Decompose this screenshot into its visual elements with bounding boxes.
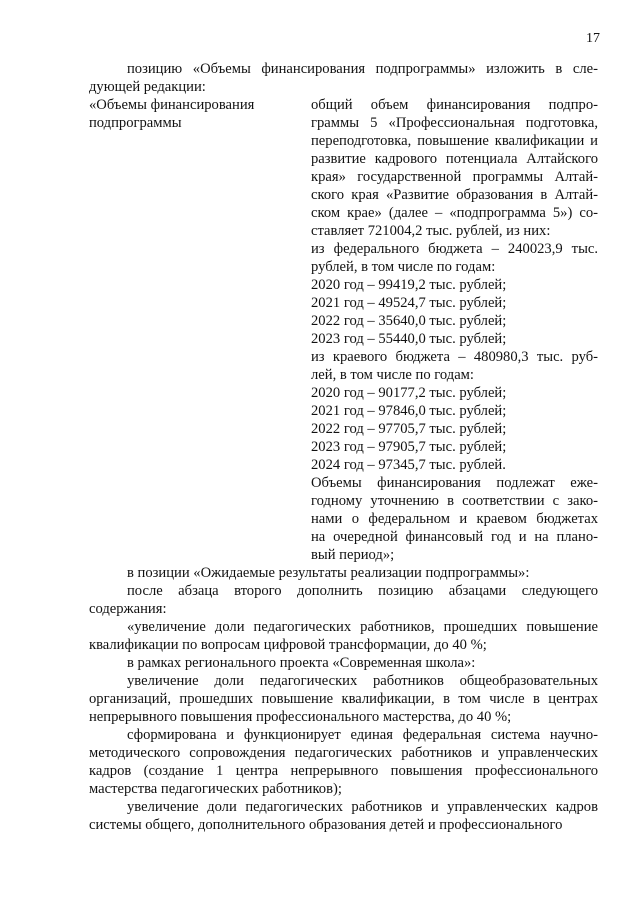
right-line: края» государственной программы Алтай- <box>311 169 598 185</box>
body-paragraph: сформирована и функционирует единая федеральная система научно-методического сопровождения педагогических работников и управленческих кадров (создание 1 центра непрерывного повышения профессионального мастерства педагогических работников); <box>89 727 598 797</box>
right-line: нами о федеральном и краевом бюджетах <box>311 511 598 527</box>
right-line: из федерального бюджета – 240023,9 тыс. <box>311 241 598 257</box>
left-line: подпрограммы <box>89 115 182 131</box>
right-line: вый период»; <box>311 547 395 563</box>
right-line: 2024 год – 97345,7 тыс. рублей. <box>311 457 506 473</box>
body-paragraph: «увеличение доли педагогических работников, прошедших повышение квалификации по вопросам цифровой трансформации, до 40 %; <box>89 619 598 653</box>
right-line: из краевого бюджета – 480980,3 тыс. руб- <box>311 349 598 365</box>
right-line: 2021 год – 49524,7 тыс. рублей; <box>311 295 507 311</box>
intro-line: позицию «Объемы финансирования подпрограммы» изложить в сле- <box>127 61 598 77</box>
document-body <box>89 60 598 834</box>
right-line: 2023 год – 55440,0 тыс. рублей; <box>311 331 507 347</box>
right-line: ского края «Развитие образования в Алтай- <box>311 187 598 203</box>
right-line: рублей, в том числе по годам: <box>311 259 496 275</box>
left-line: «Объемы финансирования <box>89 97 255 113</box>
body-paragraph: увеличение доли педагогических работников общеобразовательных организаций, прошедших повышение квалификации, в том числе в центрах непрерывного повышения профессионального мастерства, до 40 %; <box>89 673 598 725</box>
page-number: 17 <box>586 31 600 46</box>
right-line: 2020 год – 99419,2 тыс. рублей; <box>311 277 507 293</box>
right-line: ском крае» (далее – «подпрограмма 5») со- <box>311 205 598 221</box>
financing-table <box>89 96 598 564</box>
intro-paragraph <box>89 60 598 96</box>
right-line: развитие кадрового потенциала Алтайского <box>311 151 598 167</box>
body-paragraph: в позиции «Ожидаемые результаты реализации подпрограммы»: <box>127 565 530 581</box>
right-line: на очередной финансовый год и на плано- <box>311 529 598 545</box>
body-paragraph: увеличение доли педагогических работников и управленческих кадров системы общего, дополнительного образования детей и профессионального <box>89 799 598 833</box>
right-line: лей, в том числе по годам: <box>311 367 474 383</box>
table-left-cell <box>89 96 311 564</box>
right-line: общий объем финансирования подпро- <box>311 97 598 113</box>
intro-line: дующей редакции: <box>89 79 206 95</box>
right-line: ставляет 721004,2 тыс. рублей, из них: <box>311 223 551 239</box>
body-paragraph: в рамках регионального проекта «Современная школа»: <box>127 655 476 671</box>
right-line: 2022 год – 35640,0 тыс. рублей; <box>311 313 507 329</box>
table-right-cell <box>311 96 598 564</box>
right-line: Объемы финансирования подлежат еже- <box>311 475 598 491</box>
right-line: 2022 год – 97705,7 тыс. рублей; <box>311 421 507 437</box>
right-line: 2020 год – 90177,2 тыс. рублей; <box>311 385 507 401</box>
right-line: 2023 год – 97905,7 тыс. рублей; <box>311 439 507 455</box>
right-line: граммы 5 «Профессиональная подготовка, <box>311 115 598 131</box>
right-line: 2021 год – 97846,0 тыс. рублей; <box>311 403 507 419</box>
right-line: годному уточнению в соответствии с зако- <box>311 493 598 509</box>
body-paragraph: после абзаца второго дополнить позицию абзацами следующего содержания: <box>89 583 598 617</box>
right-line: переподготовка, повышение квалификации и <box>311 133 598 149</box>
